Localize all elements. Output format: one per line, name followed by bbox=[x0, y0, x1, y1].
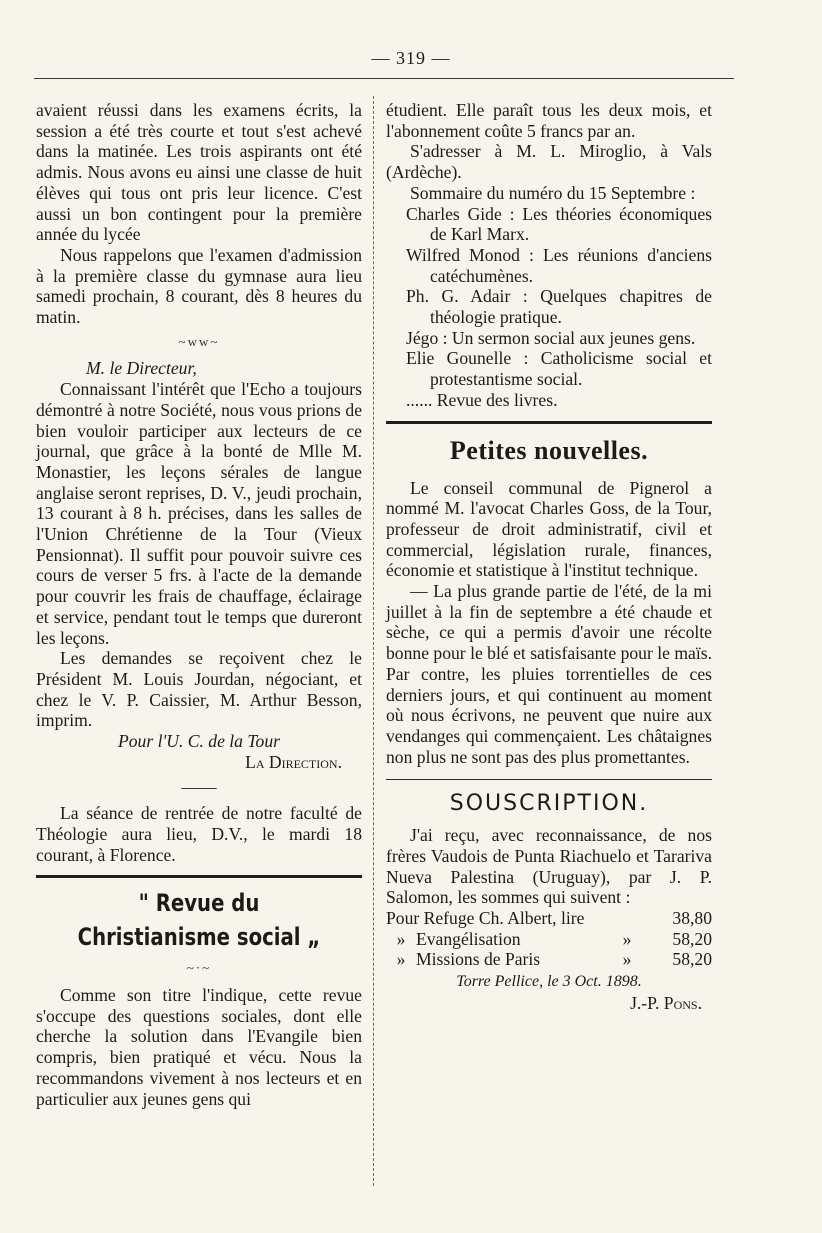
right-column bbox=[386, 100, 712, 1013]
paragraph: Sommaire du numéro du 15 Septembre : bbox=[410, 182, 696, 203]
signature-line: Pour l'U. C. de la Tour bbox=[118, 731, 280, 752]
row-amount: 58,20 bbox=[672, 928, 712, 949]
row-label: Evangélisation bbox=[416, 928, 521, 949]
toc-item: Jégo : Un sermon social aux jeunes gens. bbox=[406, 327, 696, 348]
paragraph: Le conseil communal de Pignerol a nommé M. l'avocat Charles Goss, de la Tour, professeur de droit administratif, civil et commercial, législation rurale, finances, économie et statistique à l'institut technique. bbox=[386, 477, 712, 581]
ditto-mark: » bbox=[396, 949, 406, 970]
ornament: ~ww~ bbox=[178, 333, 220, 349]
signature-name: La Direction. bbox=[245, 751, 342, 772]
toc-item: Charles Gide : Les théories économiques de Karl Marx. bbox=[406, 203, 712, 245]
paragraph: J'ai reçu, avec reconnaissance, de nos frères Vaudois de Punta Riachuelo et Tarariva Nueva Palestina (Uruguay), par J. P. Salomon, les sommes qui suivent : bbox=[386, 825, 712, 908]
section-rule bbox=[386, 421, 712, 424]
page-number: — 319 — bbox=[371, 48, 451, 68]
separator: —— bbox=[181, 776, 217, 797]
subscription-row bbox=[386, 908, 712, 929]
section-heading: " Revue du Christianisme social „ bbox=[77, 889, 321, 952]
row-amount: 38,80 bbox=[672, 907, 712, 928]
paragraph: Comme son titre l'indique, cette revue s'occupe des questions sociales, dont elle cherche la solution dans l'Evangile bien compris, bien pratiqué et vécu. Nous la recommandons vivement à nos lecteurs et en particulier aux jeunes gens qui bbox=[36, 985, 362, 1109]
column-divider bbox=[373, 96, 374, 1186]
paragraph: — La plus grande partie de l'été, de la mi juillet à la fin de septembre a été chaude et sèche, ce qui a permis d'avoir une récolte bonne pour le blé et satisfaisante pour le maïs. Par contre, les pluies torrentielles de ces derniers jours, et qui continuent au moment où nous écrivons, ne peuvent que nuire aux vendanges qui commençaient. Les châtaignes non plus ne sont pas des plus promettantes. bbox=[386, 581, 712, 767]
section-rule bbox=[386, 779, 712, 780]
paragraph: étudient. Elle paraît tous les deux mois, et l'abonnement coûte 5 francs par an. bbox=[386, 100, 712, 141]
toc-item: Elie Gounelle : Catholicisme social et protestantisme social. bbox=[406, 348, 712, 390]
paragraph: avaient réussi dans les examens écrits, la session a été très courte et tout s'est achevé dans la matinée. Les trois aspirants ont été admis. Nous avons eu ainsi une classe de huit élèves qui tous ont pris leur licence. C'est aussi un bon contingent pour la première année du lycée bbox=[36, 100, 362, 245]
paragraph: Connaissant l'intérêt que l'Echo a toujours démontré à notre Société, nous vous prions de bien vouloir participer aux lecteurs de ce journal, que grâce à la bonté de Mlle M. Monastier, les leçons sérales de langue anglaise seront reprises, D. V., jeudi prochain, 13 courant à 8 h. précises, dans les salles de l'Union Chrétienne de la Tour (Vieux Pensionnat). Il suffit pour pouvoir suivre ces cours de verser 5 frs. à l'acte de la demande pour couvrir les frais de chauffage, éclairage et service, pendant tout le temps que dureront les leçons. bbox=[36, 379, 362, 648]
row-amount: 58,20 bbox=[672, 949, 712, 970]
ornament: ~·~ bbox=[186, 960, 212, 976]
row-label: Pour Refuge Ch. Albert, lire bbox=[386, 907, 585, 928]
section-rule bbox=[36, 875, 362, 878]
header-rule bbox=[34, 78, 734, 79]
toc-item: Ph. G. Adair : Quelques chapitres de théologie pratique. bbox=[406, 286, 712, 328]
toc-item: Wilfred Monod : Les réunions d'anciens catéchumènes. bbox=[406, 244, 712, 286]
paragraph: La séance de rentrée de notre faculté de Théologie aura lieu, D.V., le mardi 18 courant, à Florence. bbox=[36, 803, 362, 865]
subscription-row bbox=[386, 949, 712, 970]
ditto-mark: » bbox=[396, 928, 406, 949]
row-label: Missions de Paris bbox=[416, 949, 541, 970]
signature-name: J.-P. Pons. bbox=[630, 992, 702, 1013]
ditto-mark: » bbox=[622, 949, 632, 970]
ditto-mark: » bbox=[622, 928, 632, 949]
salutation: M. le Directeur, bbox=[86, 358, 197, 379]
section-heading: Petites nouvelles. bbox=[449, 435, 649, 465]
paragraph: Les demandes se reçoivent chez le Président M. Louis Jourdan, négociant, et chez le V. P. Caissier, M. Arthur Besson, imprim. bbox=[36, 648, 362, 731]
left-column bbox=[36, 100, 362, 1109]
paragraph: Nous rappelons que l'examen d'admission à la première classe du gymnase aura lieu samedi prochain, 8 courant, dès 8 heures du matin. bbox=[36, 244, 362, 328]
subscription-row bbox=[386, 929, 712, 950]
toc-item: ...... Revue des livres. bbox=[406, 389, 558, 410]
section-heading: SOUSCRIPTION. bbox=[449, 791, 649, 817]
paragraph: S'adresser à M. L. Miroglio, à Vals (Ardèche). bbox=[386, 141, 712, 183]
dateline: Torre Pellice, le 3 Oct. 1898. bbox=[456, 973, 642, 991]
